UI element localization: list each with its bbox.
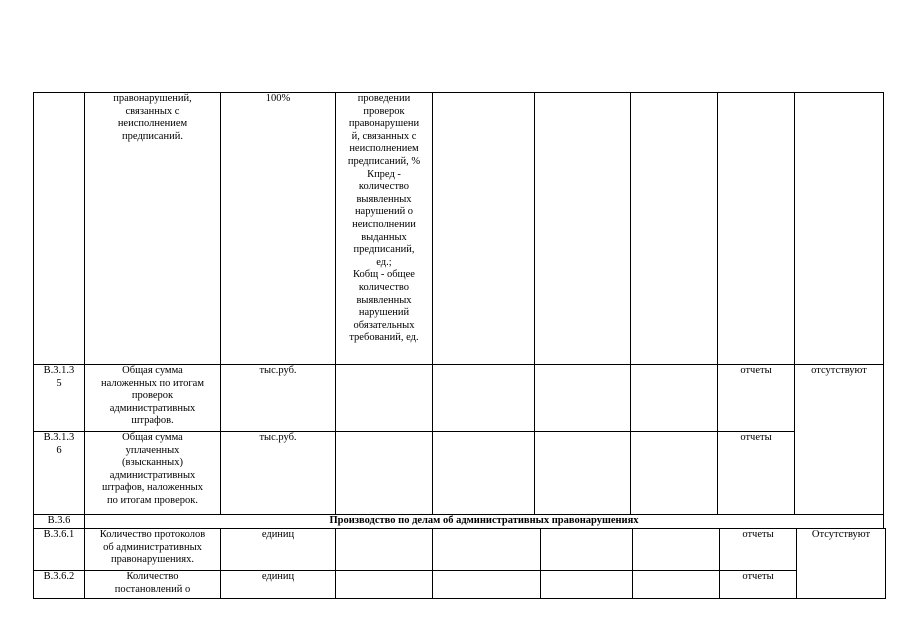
section-code: В.3.6 — [47, 515, 71, 526]
unit: тыс.руб. — [259, 365, 297, 376]
section-code-cell — [34, 515, 85, 529]
code-cell — [34, 529, 85, 571]
indicator-name-cell — [85, 571, 221, 599]
table-row — [34, 365, 884, 432]
unit-cell — [221, 571, 336, 599]
indicator-name: Общая сумма уплаченных (взысканных) административных штрафов, наложенных по итогам проверок. — [102, 432, 203, 506]
source-cell — [718, 432, 795, 515]
source: отчеты — [742, 571, 774, 582]
note: Отсутствуют — [811, 529, 871, 540]
empty-cell — [433, 365, 535, 432]
section-title-cell — [85, 515, 884, 529]
indicator-name: Количество постановлений о — [114, 571, 191, 595]
empty-cell — [336, 529, 433, 571]
indicator-name-cell — [85, 529, 221, 571]
source-cell — [718, 365, 795, 432]
empty-cell — [433, 93, 535, 365]
source-cell — [720, 571, 797, 599]
unit-cell — [221, 93, 336, 365]
unit-cell — [221, 432, 336, 515]
source: отчеты — [742, 529, 774, 540]
empty-cell — [633, 571, 720, 599]
code-cell — [34, 571, 85, 599]
empty-cell — [718, 93, 795, 365]
indicators-table-bottom — [33, 528, 886, 599]
row-code: В.3.6.2 — [43, 571, 75, 582]
row-code: В.3.1.3 6 — [43, 432, 75, 456]
empty-cell — [433, 432, 535, 515]
indicator-name-cell — [85, 365, 221, 432]
empty-cell — [433, 571, 541, 599]
empty-cell — [631, 365, 718, 432]
table-row — [34, 571, 886, 599]
unit: единиц — [261, 571, 295, 582]
indicator-name-cell — [85, 432, 221, 515]
note: отсутствуют — [811, 365, 867, 376]
section-header-table — [33, 514, 884, 529]
table-row — [34, 529, 886, 571]
empty-cell — [795, 93, 884, 365]
empty-cell — [535, 93, 631, 365]
source-cell — [720, 529, 797, 571]
indicator-name-cell — [85, 93, 221, 365]
formula-text: проведении проверок правонарушени й, связанных с неисполнением предписаний, % Кпред - количество выявленных нарушений о неисполнении выданных предписаний, ед.; Кобщ - общее количество выявленных нарушений обязательных требований, ед. — [347, 93, 421, 344]
row-code: В.3.6.1 — [43, 529, 75, 540]
unit: единиц — [261, 529, 295, 540]
indicators-table-top — [33, 92, 884, 515]
note-cell — [797, 529, 886, 599]
indicator-name: правонарушений, связанных с неисполнением предписаний. — [113, 93, 192, 142]
empty-cell — [631, 432, 718, 515]
unit-cell — [221, 529, 336, 571]
empty-cell — [535, 432, 631, 515]
empty-cell — [631, 93, 718, 365]
empty-cell — [541, 529, 633, 571]
empty-cell — [541, 571, 633, 599]
formula-cell — [336, 93, 433, 365]
unit: тыс.руб. — [259, 432, 297, 443]
table-row — [34, 432, 884, 515]
row-code: В.3.1.3 5 — [43, 365, 75, 389]
code-cell — [34, 432, 85, 515]
section-title: Производство по делам об административных правонарушениях — [329, 515, 639, 526]
empty-cell — [336, 432, 433, 515]
code-cell — [34, 93, 85, 365]
empty-cell — [633, 529, 720, 571]
unit: 100% — [265, 93, 291, 104]
table-row — [34, 93, 884, 365]
code-cell — [34, 365, 85, 432]
note-cell — [795, 365, 884, 515]
empty-cell — [336, 571, 433, 599]
empty-cell — [535, 365, 631, 432]
section-row — [34, 515, 884, 529]
source: отчеты — [740, 432, 772, 443]
indicator-name: Количество протоколов об административных правонарушениях. — [99, 529, 206, 566]
empty-cell — [433, 529, 541, 571]
source: отчеты — [740, 365, 772, 376]
unit-cell — [221, 365, 336, 432]
empty-cell — [336, 365, 433, 432]
indicator-name: Общая сумма наложенных по итогам проверок административных штрафов. — [101, 365, 204, 427]
